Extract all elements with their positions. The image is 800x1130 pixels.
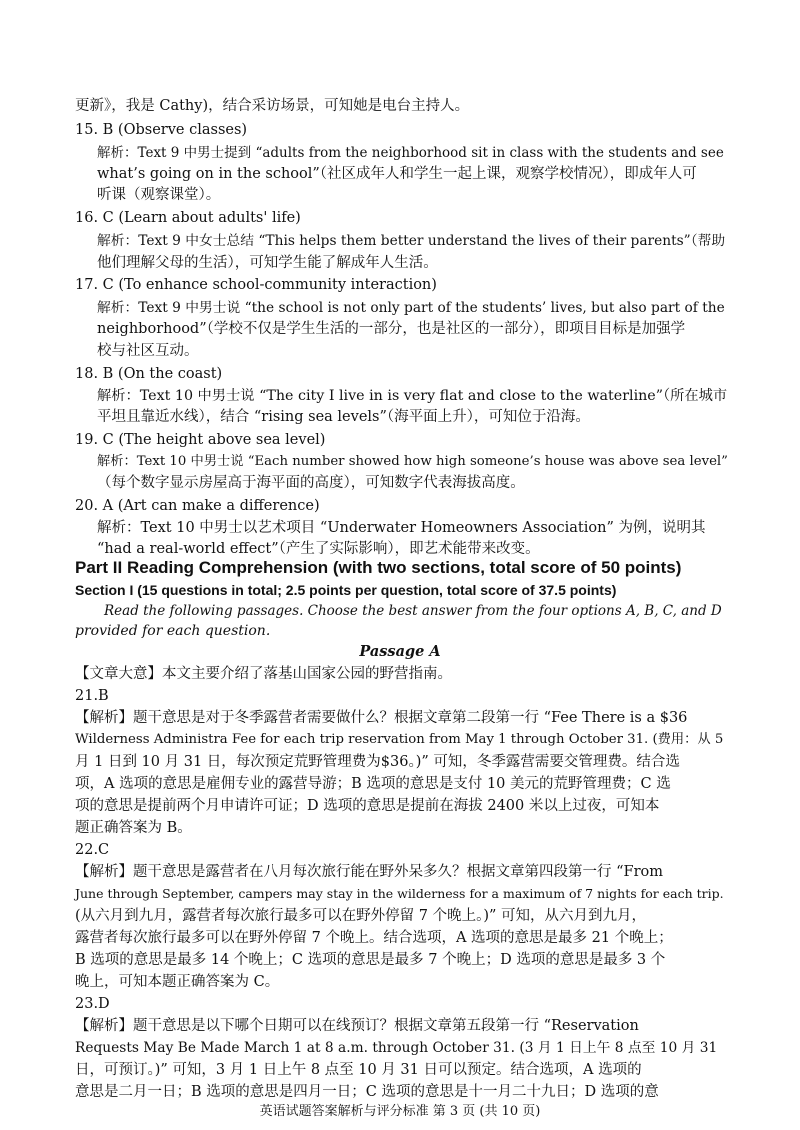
explanation-line: 平坦且靠近水线），结合 “rising sea levels”（海平面上升），可知位于沿海。 xyxy=(97,409,590,425)
explanation-line: what’s going on in the school”（社区成年人和学生一起上课，观察学校情况），即成年人可 xyxy=(97,166,697,182)
answer-heading: 18. B (On the coast) xyxy=(75,366,223,382)
explanation-line: 听课（观察课堂）。 xyxy=(97,187,221,203)
explanation-line: 解析：Text 9 中男士提到 “adults from the neighborhood sit in class with the students and see xyxy=(97,145,724,161)
explanation-line: 他们理解父母的生活），可知学生能了解成年人生活。 xyxy=(97,255,438,271)
explanation-line: 解析：Text 10 中男士说 “The city I live in is very flat and close to the waterline”（所在城市 xyxy=(97,388,728,404)
answer-heading: 16. C (Learn about adults' life) xyxy=(75,210,301,226)
instruction-line: Read the following passages. Choose the best answer from the four options A, B, C, and D xyxy=(104,603,722,619)
analysis-line: 项，A 选项的意思是雇佣专业的露营导游；B 选项的意思是支付 10 美元的荒野管理费；C 选 xyxy=(75,776,671,792)
explanation-line: 解析：Text 10 中男士以艺术项目 “Underwater Homeowners Association” 为例，说明其 xyxy=(97,520,706,536)
answer-heading: 20. A (Art can make a difference) xyxy=(75,498,320,514)
analysis-line: B 选项的意思是最多 14 个晚上；C 选项的意思是最多 7 个晚上；D 选项的意思是最多 3 个 xyxy=(75,952,666,968)
explanation-line: 校与社区互动。 xyxy=(97,343,199,359)
analysis-line: 【解析】题干意思是露营者在八月每次旅行能在野外呆多久？根据文章第四段第一行 “From xyxy=(75,864,663,880)
analysis-line: Requests May Be Made March 1 at 8 a.m. through October 31. (3 月 1 日上午 8 点至 10 月 31 xyxy=(75,1040,718,1056)
explanation-line: “had a real-world effect”（产生了实际影响），即艺术能带来改变。 xyxy=(97,541,540,557)
answer-heading: 15. B (Observe classes) xyxy=(75,122,248,138)
analysis-line: 意思是二月一日；B 选项的意思是四月一日；C 选项的意思是十一月二十九日；D 选项的意 xyxy=(75,1084,659,1100)
page-footer: 英语试题答案解析与评分标准 第 3 页 (共 10 页) xyxy=(259,1104,541,1119)
analysis-line: 月 1 日到 10 月 31 日，每次预定荒野管理费为$36。)” 可知，冬季露营需要交管理费。结合选 xyxy=(75,754,680,770)
analysis-line: 项的意思是提前两个月申请许可证；D 选项的意思是提前在海拔 2400 米以上过夜，可知本 xyxy=(75,798,660,814)
analysis-line: 【解析】题干意思是对于冬季露营者需要做什么？根据文章第二段第一行 “Fee There is a $36 xyxy=(75,710,688,726)
explanation-line: （每个数字显示房屋高于海平面的高度），可知数字代表海拔高度。 xyxy=(97,475,525,491)
part-heading: Part II Reading Comprehension (with two sections, total score of 50 points) xyxy=(75,558,682,577)
question-number: 23.D xyxy=(75,996,110,1012)
instruction-line: provided for each question. xyxy=(75,623,271,639)
question-number: 22.C xyxy=(75,842,110,858)
explanation-line: 解析：Text 9 中女士总结 “This helps them better understand the lives of their parents”（帮助 xyxy=(97,233,726,249)
answer-heading: 19. C (The height above sea level) xyxy=(75,432,326,448)
passage-title: Passage A xyxy=(359,643,441,660)
analysis-line: June through September, campers may stay in the wilderness for a maximum of 7 nights for each trip. xyxy=(75,886,724,901)
analysis-line: Wilderness Administra Fee for each trip reservation from May 1 through October 31. (费用：从 5 xyxy=(75,732,724,747)
analysis-line: 【解析】题干意思是以下哪个日期可以在线预订？根据文章第五段第一行 “Reservation xyxy=(75,1018,639,1034)
analysis-line: 日，可预订。)” 可知，3 月 1 日上午 8 点至 10 月 31 日可以预定。结合选项，A 选项的 xyxy=(75,1062,642,1078)
analysis-line: 露营者每次旅行最多可以在野外停留 7 个晚上。结合选项，A 选项的意思是最多 21 个晚上； xyxy=(75,930,673,946)
summary-line: 【文章大意】本文主要介绍了落基山国家公园的野营指南。 xyxy=(75,666,452,682)
explanation-line: 解析：Text 9 中男士说 “the school is not only part of the students’ lives, but also part of the xyxy=(97,300,725,316)
question-number: 21.B xyxy=(75,688,109,704)
analysis-line: (从六月到九月，露营者每次旅行最多可以在野外停留 7 个晚上。)” 可知，从六月到九月， xyxy=(75,908,647,924)
explanation-line: neighborhood”（学校不仅是学生生活的一部分，也是社区的一部分），即项目目标是加强学 xyxy=(97,321,686,337)
section-heading: Section I (15 questions in total; 2.5 points per question, total score of 37.5 points) xyxy=(75,582,617,598)
analysis-line: 晚上，可知本题正确答案为 C。 xyxy=(75,974,280,990)
analysis-line: 题正确答案为 B。 xyxy=(75,820,192,836)
text-line: 更新》，我是 Cathy)，结合采访场景，可知她是电台主持人。 xyxy=(75,98,470,114)
explanation-line: 解析：Text 10 中男士说 “Each number showed how high someone’s house was above sea level” xyxy=(97,454,728,469)
answer-heading: 17. C (To enhance school-community interaction) xyxy=(75,277,437,293)
